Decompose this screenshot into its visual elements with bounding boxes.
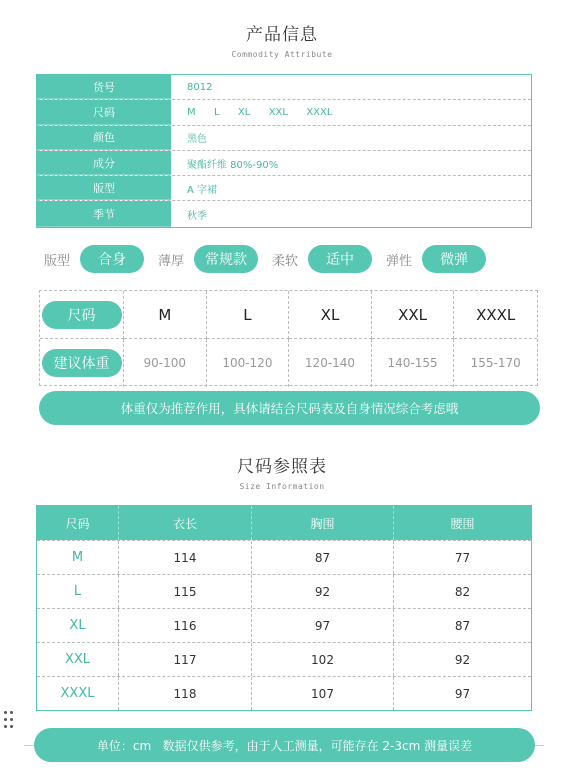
attribute-key: 季节 [37, 201, 171, 226]
table-row [37, 608, 531, 642]
table-row [37, 574, 531, 608]
attribute-key: 尺码 [37, 100, 171, 124]
table-cell: 116 [119, 609, 252, 642]
attribute-row [37, 100, 531, 125]
attribute-key: 货号 [37, 75, 171, 99]
attribute-row [37, 151, 531, 176]
attribute-value: 8012 [187, 81, 213, 93]
column-header: 胸围 [252, 506, 394, 540]
feature-label: 薄厚 [158, 253, 185, 269]
table-cell: 115 [119, 575, 252, 608]
table-row [37, 642, 531, 676]
size-cell [289, 291, 372, 339]
feature-badge: 常规款 [194, 245, 258, 273]
table-cell: 107 [252, 677, 394, 710]
feature-label: 柔软 [272, 253, 299, 269]
attribute-key: 版型 [37, 176, 171, 200]
size-cell [454, 291, 537, 339]
attribute-value: 秋季 [187, 210, 207, 222]
size-cell [124, 291, 207, 339]
size-cell [207, 291, 290, 339]
weight-value: 155-170 [470, 356, 521, 370]
table-cell: 87 [252, 541, 394, 574]
attribute-value: M L XL XXL XXXL [187, 106, 333, 118]
product-info-subtitle: Commodity Attribute [231, 50, 333, 59]
table-cell: 87 [454, 618, 471, 633]
attribute-value: 黑色 [187, 134, 207, 146]
footer-note-banner: 单位：cm 数据仅供参考，由于人工测量，可能存在 2-3cm 测量误差 [34, 728, 535, 762]
feature-elasticity [386, 245, 486, 273]
feature-row [44, 244, 534, 274]
size-value: M [158, 305, 172, 324]
weight-cell [207, 339, 290, 387]
product-info-title: 产品信息 [246, 25, 318, 45]
size-value: XXXL [476, 305, 516, 324]
column-header: 衣长 [119, 506, 252, 540]
attribute-value: A 字裙 [187, 184, 218, 196]
feature-label: 版型 [44, 253, 71, 269]
table-cell: 77 [454, 550, 471, 565]
table-cell: 92 [252, 575, 394, 608]
size-info-title: 尺码参照表 [237, 457, 327, 477]
attribute-row [37, 176, 531, 201]
weight-note-banner: 体重仅为推荐作用，具体请结合尺码表及自身情况综合考虑哦 [39, 391, 540, 425]
size-value: L [243, 305, 252, 324]
weight-cell [454, 339, 537, 387]
table-cell: 117 [119, 643, 252, 676]
drag-handle-icon[interactable] [4, 711, 14, 729]
attribute-key: 颜色 [37, 126, 171, 150]
table-cell: L [37, 575, 119, 608]
table-cell: 114 [119, 541, 252, 574]
weight-cell [289, 339, 372, 387]
attribute-value: 聚酯纤维 80%-90% [187, 159, 279, 171]
feature-fit [44, 245, 144, 273]
feature-thickness [158, 245, 258, 273]
weight-value: 140-155 [387, 356, 438, 370]
table-cell: XXXL [37, 677, 119, 710]
table-row [37, 676, 531, 710]
attribute-row [37, 75, 531, 100]
table-cell: XXL [37, 643, 119, 676]
table-cell: 102 [252, 643, 394, 676]
attribute-row [37, 126, 531, 151]
weight-value: 100-120 [222, 356, 273, 370]
table-cell: 82 [454, 584, 471, 599]
size-info-subtitle: Size Information [239, 482, 325, 491]
table-cell: M [37, 541, 119, 574]
table-cell: 118 [119, 677, 252, 710]
table-cell: XL [37, 609, 119, 642]
size-label-cell [40, 291, 124, 339]
weight-cell [372, 339, 455, 387]
feature-label: 弹性 [386, 253, 413, 269]
size-info-header [0, 452, 564, 491]
column-header: 尺码 [37, 506, 119, 540]
table-row [37, 540, 531, 574]
size-label: 尺码 [42, 301, 122, 329]
attribute-row [37, 201, 531, 226]
feature-badge: 微弹 [422, 245, 486, 273]
attribute-table [36, 74, 532, 228]
feature-badge: 合身 [80, 245, 144, 273]
table-cell: 92 [454, 652, 471, 667]
weight-value: 90-100 [143, 356, 187, 370]
table-cell: 97 [252, 609, 394, 642]
size-table [36, 505, 532, 711]
feature-badge: 适中 [308, 245, 372, 273]
product-info-header [0, 20, 564, 59]
size-value: XL [320, 305, 340, 324]
weight-value: 120-140 [304, 356, 356, 370]
size-cell [372, 291, 455, 339]
weight-label-cell [40, 339, 124, 387]
size-table-header [37, 506, 531, 540]
attribute-key: 成分 [37, 151, 171, 175]
table-cell: 97 [454, 686, 471, 701]
feature-softness [272, 245, 372, 273]
column-header: 腰围 [450, 516, 475, 531]
size-value: XXL [398, 305, 428, 324]
weight-label: 建议体重 [42, 349, 122, 377]
size-weight-grid [39, 290, 538, 386]
weight-cell [124, 339, 207, 387]
